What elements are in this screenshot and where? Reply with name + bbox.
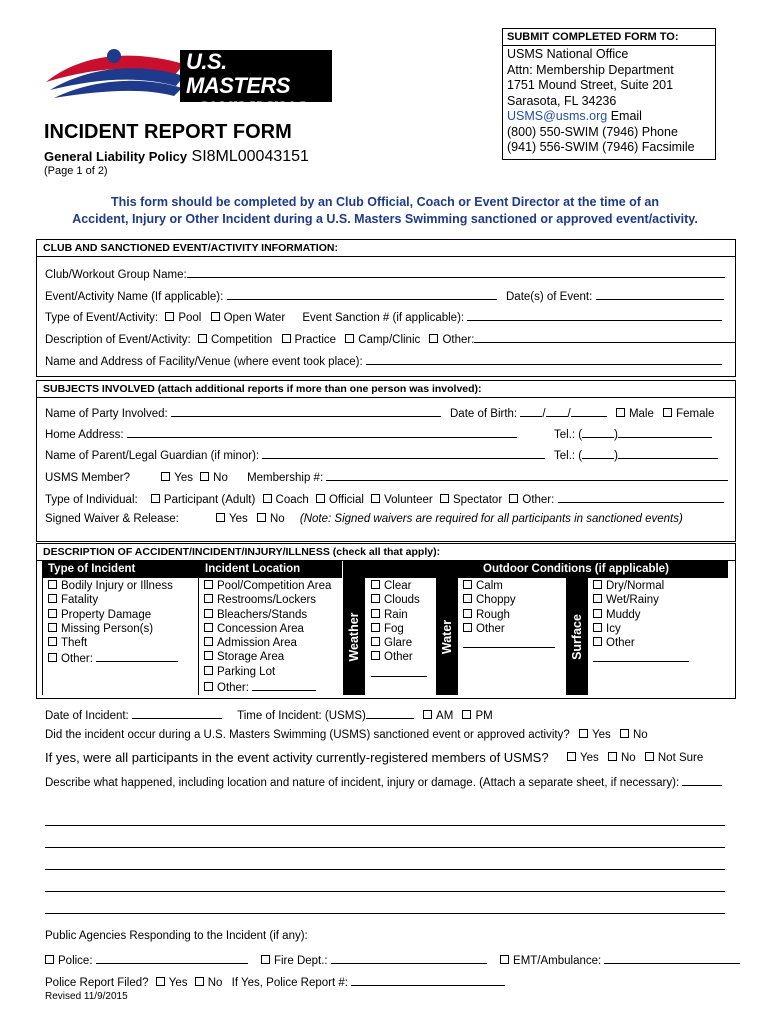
dob-day-field[interactable] <box>546 405 568 417</box>
page-info: (Page 1 of 2) <box>44 165 108 177</box>
intro-text: This form should be completed by an Club Official, Coach or Event Director at the time of an Accident, Injury or Other Incident during a U.S. Masters Swimming sanctioned or approved event/activity. <box>72 195 698 226</box>
member-yes-checkbox[interactable] <box>161 472 170 481</box>
choppy-checkbox[interactable] <box>463 594 472 603</box>
list-item: Icy <box>593 622 689 636</box>
dob-row: Date of Birth: / / Male Female <box>450 405 714 420</box>
event-type-row: Type of Event/Activity: Pool Open Water Event Sanction # (if applicable): <box>45 309 722 324</box>
guardian-row: Name of Parent/Legal Guardian (if minor): <box>45 447 545 462</box>
email-line: USMS@usms.org Email <box>507 109 642 123</box>
waiver-yes-checkbox[interactable] <box>216 513 225 522</box>
bleachers-checkbox[interactable] <box>204 609 213 618</box>
guardian-tel-row: Tel.: ( ) <box>554 447 718 462</box>
icy-checkbox[interactable] <box>593 623 602 632</box>
list-item: Muddy <box>593 608 689 622</box>
ems-field[interactable] <box>604 952 740 964</box>
guardian-field[interactable] <box>262 447 545 459</box>
policy-line: General Liability Policy SI8ML00043151 <box>44 148 309 165</box>
list-item: Clouds <box>371 593 427 607</box>
missing-person-checkbox[interactable] <box>48 623 57 632</box>
outdoor-conditions-header: Outdoor Conditions (if applicable) <box>343 561 728 578</box>
party-name-row: Name of Party Involved: <box>45 405 441 420</box>
address-line: Sarasota, FL 34236 <box>507 93 617 108</box>
incident-type-list <box>48 579 178 667</box>
event-dates-field[interactable] <box>596 288 724 300</box>
dob-year-field[interactable] <box>571 405 607 417</box>
home-address-row: Home Address: <box>45 426 517 441</box>
water-list <box>463 579 555 652</box>
pool-area-checkbox[interactable] <box>204 580 213 589</box>
ems-checkbox[interactable] <box>500 955 509 964</box>
glare-checkbox[interactable] <box>371 637 380 646</box>
club-section-heading: CLUB AND SANCTIONED EVENT/ACTIVITY INFORMATION: <box>37 240 735 257</box>
description-section-heading: DESCRIPTION OF ACCIDENT/INCIDENT/INJURY/ILLNESS (check all that apply): <box>37 544 735 561</box>
list-item: Fatality <box>48 593 178 607</box>
incident-location-header: Incident Location <box>199 561 342 578</box>
group-name-field[interactable] <box>187 266 725 278</box>
other-individual-checkbox[interactable] <box>509 494 518 503</box>
volunteer-checkbox[interactable] <box>371 494 380 503</box>
registered-question: If yes, were all participants in the event activity currently-registered members of USMS? <box>45 750 549 765</box>
waiver-note: (Note: Signed waivers are required for all participants in sanctioned events) <box>299 513 683 525</box>
practice-checkbox[interactable] <box>282 334 291 343</box>
other-type-field[interactable] <box>96 650 178 662</box>
address-line: Attn: Membership Department <box>507 62 674 77</box>
rough-checkbox[interactable] <box>463 609 472 618</box>
event-dates-row: Date(s) of Event: <box>506 288 724 303</box>
list-item: Pool/Competition Area <box>204 579 331 593</box>
list-item: Wet/Rainy <box>593 593 689 607</box>
fog-checkbox[interactable] <box>371 623 380 632</box>
other-surface-checkbox[interactable] <box>593 637 602 646</box>
waiver-no-checkbox[interactable] <box>257 513 266 522</box>
other-event-checkbox[interactable] <box>429 334 438 343</box>
police-report-field[interactable] <box>351 974 505 986</box>
coach-checkbox[interactable] <box>263 494 272 503</box>
sanctioned-question-row: Did the incident occur during a U.S. Masters Swimming (USMS) sanctioned event or approved activity? Yes No <box>45 729 648 741</box>
participant-checkbox[interactable] <box>151 494 160 503</box>
spectator-checkbox[interactable] <box>440 494 449 503</box>
policy-number: SI8ML00043151 <box>191 148 309 165</box>
description-lines[interactable] <box>45 804 725 914</box>
list-item: Glare <box>371 636 427 650</box>
facility-field[interactable] <box>366 353 722 365</box>
pool-checkbox[interactable] <box>165 312 174 321</box>
pm-checkbox[interactable] <box>462 710 471 719</box>
waiver-row: Signed Waiver & Release: Yes No (Note: Signed waivers are required for all participants in sanctioned events) <box>45 513 683 525</box>
other-surface-field[interactable] <box>593 650 689 662</box>
fax-line: (941) 556-SWIM (7946) Facsimile <box>507 140 695 154</box>
submit-heading: SUBMIT COMPLETED FORM TO: <box>503 29 715 46</box>
fire-field[interactable] <box>331 952 487 964</box>
member-no-checkbox[interactable] <box>200 472 209 481</box>
list-item: Parking Lot <box>204 665 331 679</box>
am-checkbox[interactable] <box>423 710 432 719</box>
list-item: Rough <box>463 608 555 622</box>
other-location-field[interactable] <box>252 679 316 691</box>
list-item: Admission Area <box>204 636 331 650</box>
list-item: Other <box>371 650 427 664</box>
other-event-field[interactable] <box>474 331 736 343</box>
wet-checkbox[interactable] <box>593 594 602 603</box>
list-item: Fog <box>371 622 427 636</box>
logo-text: U.S. MASTERS SWIMMING <box>186 49 310 122</box>
guardian-area-code-field[interactable] <box>582 447 614 459</box>
dry-checkbox[interactable] <box>593 580 602 589</box>
revised-date: Revised 11/9/2015 <box>45 991 128 1002</box>
describe-row: Describe what happened, including location and nature of incident, injury or damage. (Attach a separate sheet, if necessary): <box>45 774 722 789</box>
q2-yes-checkbox[interactable] <box>567 752 576 761</box>
event-name-field[interactable] <box>227 288 497 300</box>
other-individual-field[interactable] <box>558 491 724 503</box>
other-weather-checkbox[interactable] <box>371 651 380 660</box>
other-water-checkbox[interactable] <box>463 623 472 632</box>
water-label: Water <box>436 578 458 695</box>
list-item: Choppy <box>463 593 555 607</box>
admission-checkbox[interactable] <box>204 637 213 646</box>
list-item: Missing Person(s) <box>48 622 178 636</box>
type-of-incident-header: Type of Incident <box>42 561 198 578</box>
other-water-field[interactable] <box>463 636 555 648</box>
subjects-section-heading: SUBJECTS INVOLVED (attach additional reports if more than one person was involved): <box>37 381 735 398</box>
event-description-row: Description of Event/Activity: Competition Practice Camp/Clinic Other: <box>45 331 736 346</box>
police-report-row: Police Report Filed? Yes No If Yes, Police Report #: <box>45 974 505 989</box>
address-line: USMS National Office <box>507 47 629 61</box>
home-area-code-field[interactable] <box>582 426 614 438</box>
weather-label: Weather <box>343 578 365 695</box>
event-name-row: Event/Activity Name (If applicable): <box>45 288 497 303</box>
home-tel-row: Tel.: ( ) <box>554 426 712 441</box>
individual-type-row: Type of Individual: Participant (Adult) Coach Official Volunteer Spectator Other: <box>45 491 724 506</box>
usms-logo <box>44 42 334 122</box>
agencies-row: Police: Fire Dept.: EMT/Ambulance: <box>45 952 740 967</box>
rain-checkbox[interactable] <box>371 609 380 618</box>
camp-clinic-checkbox[interactable] <box>345 334 354 343</box>
storage-checkbox[interactable] <box>204 651 213 660</box>
registered-answer-row: Yes No Not Sure <box>567 752 703 764</box>
list-item: Other <box>463 622 555 636</box>
sanction-number-field[interactable] <box>467 309 722 321</box>
q2-no-checkbox[interactable] <box>608 752 617 761</box>
report-yes-checkbox[interactable] <box>156 977 165 986</box>
other-weather-field[interactable] <box>371 665 427 677</box>
police-field[interactable] <box>96 952 248 964</box>
party-name-field[interactable] <box>171 405 441 417</box>
incident-date-field[interactable] <box>132 707 222 719</box>
list-item: Other <box>593 636 689 650</box>
female-checkbox[interactable] <box>663 408 672 417</box>
weather-list <box>371 579 427 681</box>
address-line: 1751 Mound Street, Suite 201 <box>507 78 674 92</box>
calm-checkbox[interactable] <box>463 580 472 589</box>
concession-checkbox[interactable] <box>204 623 213 632</box>
dob-month-field[interactable] <box>520 405 542 417</box>
page-title: INCIDENT REPORT FORM <box>44 121 292 143</box>
list-item: Calm <box>463 579 555 593</box>
group-name-row: Club/Workout Group Name: <box>45 266 725 281</box>
open-water-checkbox[interactable] <box>211 312 220 321</box>
phone-line: (800) 550-SWIM (7946) Phone <box>507 124 678 139</box>
list-item: Dry/Normal <box>593 579 689 593</box>
clouds-checkbox[interactable] <box>371 594 380 603</box>
agencies-label: Public Agencies Responding to the Incident (if any): <box>45 930 308 942</box>
police-checkbox[interactable] <box>45 955 54 964</box>
membership-number-field[interactable] <box>326 469 728 481</box>
list-item: Concession Area <box>204 622 331 636</box>
fatality-checkbox[interactable] <box>48 594 57 603</box>
q1-no-checkbox[interactable] <box>620 729 629 738</box>
muddy-checkbox[interactable] <box>593 609 602 618</box>
usms-member-row: USMS Member? Yes No Membership #: <box>45 469 728 484</box>
theft-checkbox[interactable] <box>48 637 57 646</box>
parking-checkbox[interactable] <box>204 666 213 675</box>
facility-row: Name and Address of Facility/Venue (where event took place): <box>45 353 722 368</box>
report-no-checkbox[interactable] <box>195 977 204 986</box>
submit-address-box <box>502 28 716 160</box>
list-item: Storage Area <box>204 650 331 664</box>
incident-time-field[interactable] <box>366 707 414 719</box>
other-type-checkbox[interactable] <box>48 653 57 662</box>
list-item: Rain <box>371 608 427 622</box>
guardian-tel-field[interactable] <box>618 447 718 459</box>
list-item: Clear <box>371 579 427 593</box>
fire-checkbox[interactable] <box>261 955 270 964</box>
list-item: Other: <box>204 679 331 695</box>
list-item: Other: <box>48 650 178 666</box>
official-checkbox[interactable] <box>316 494 325 503</box>
list-item: Restrooms/Lockers <box>204 593 331 607</box>
clear-checkbox[interactable] <box>371 580 380 589</box>
incident-table <box>42 561 728 695</box>
incident-date-row: Date of Incident: Time of Incident: (USMS) AM PM <box>45 707 493 722</box>
list-item: Property Damage <box>48 608 178 622</box>
list-item: Bleachers/Stands <box>204 608 331 622</box>
competition-checkbox[interactable] <box>198 334 207 343</box>
surface-label: Surface <box>566 578 588 695</box>
home-tel-field[interactable] <box>618 426 712 438</box>
other-location-checkbox[interactable] <box>204 682 213 691</box>
restrooms-checkbox[interactable] <box>204 594 213 603</box>
q2-not-sure-checkbox[interactable] <box>645 752 654 761</box>
q1-yes-checkbox[interactable] <box>579 729 588 738</box>
describe-field[interactable] <box>682 774 722 786</box>
home-address-field[interactable] <box>127 426 517 438</box>
surface-list <box>593 579 689 667</box>
bodily-injury-checkbox[interactable] <box>48 580 57 589</box>
property-damage-checkbox[interactable] <box>48 609 57 618</box>
list-item: Bodily Injury or Illness <box>48 579 178 593</box>
list-item: Theft <box>48 636 178 650</box>
male-checkbox[interactable] <box>616 408 625 417</box>
incident-location-list <box>204 579 331 695</box>
email-link[interactable]: USMS@usms.org <box>507 109 608 123</box>
